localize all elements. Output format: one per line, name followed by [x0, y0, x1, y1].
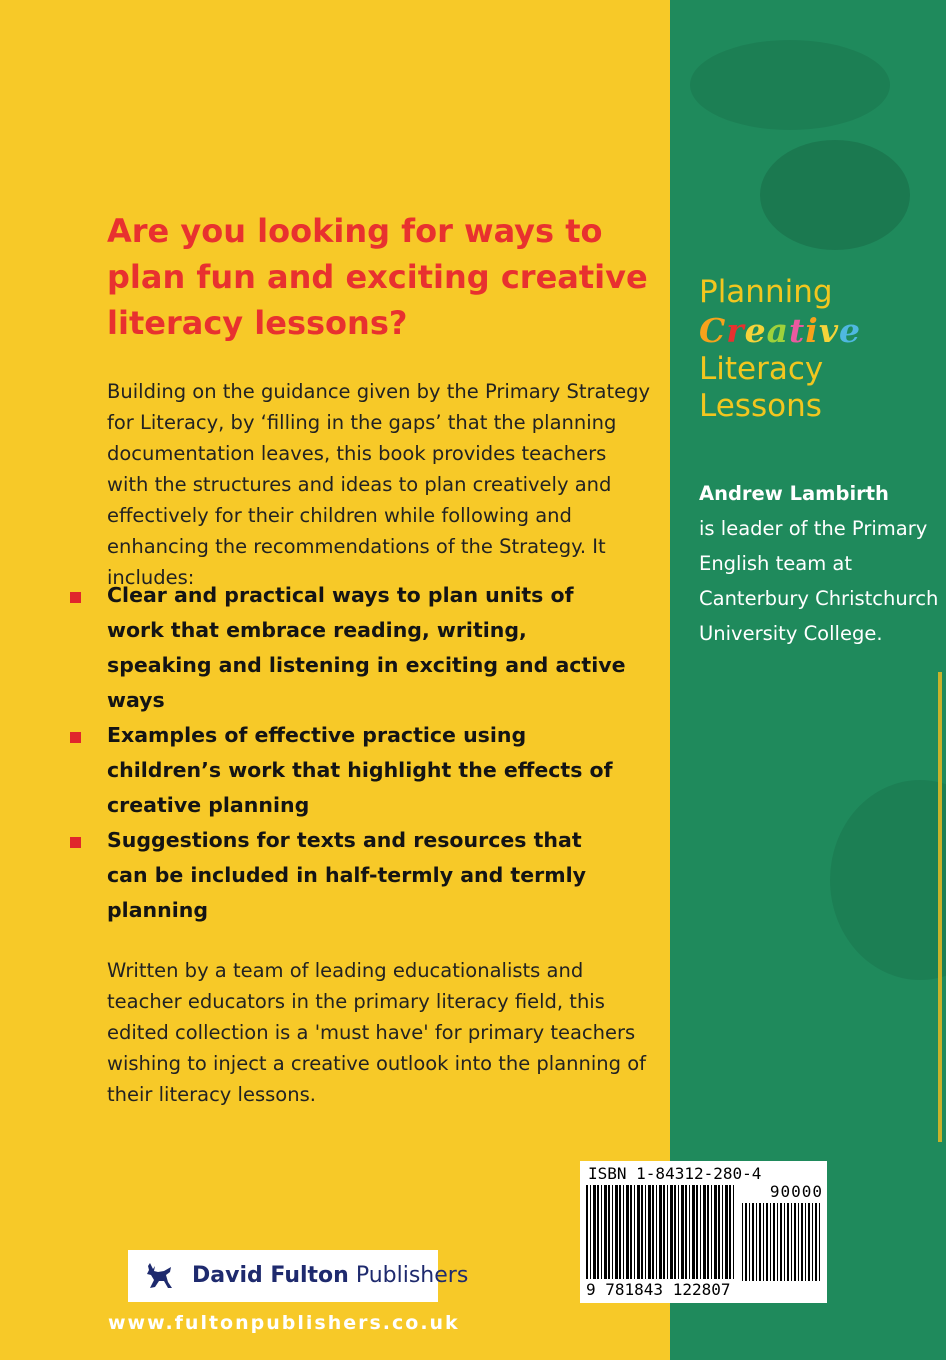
series-title [699, 274, 939, 425]
series-title-line: Planning [699, 274, 833, 310]
creative-letter: i [805, 311, 819, 350]
creative-letter: t [789, 311, 806, 350]
leaping-deer-icon [144, 1260, 176, 1292]
list-item [68, 823, 628, 928]
publisher-logo [128, 1250, 469, 1302]
bullet-square-icon [70, 732, 81, 743]
headline: Are you looking for ways to plan fun and exciting creative literacy lessons? [107, 212, 648, 342]
bullet-square-icon [70, 592, 81, 603]
author-name: Andrew Lambirth [699, 482, 889, 505]
outro-paragraph: Written by a team of leading educationalists and teacher educators in the primary literacy field, this edited collection is a 'must have' for primary teachers wishing to inject a creative outlook into the planning of their literacy lessons. [107, 959, 647, 1106]
list-item [68, 718, 628, 823]
list-item-text: Suggestions for texts and resources that can be included in half-termly and termly planning [107, 828, 586, 922]
creative-letter: e [744, 311, 767, 350]
publisher-name [192, 1262, 468, 1290]
list-item [68, 578, 628, 718]
creative-letter: e [839, 311, 862, 350]
background-shade [690, 40, 890, 130]
green-panel [670, 0, 946, 1360]
price-code: 90000 [769, 1182, 823, 1201]
creative-letter: C [699, 311, 727, 350]
creative-letter: a [766, 311, 790, 350]
list-item-text: Examples of effective practice using children’s work that highlight the effects of creative planning [107, 723, 613, 817]
creative-word [699, 311, 939, 351]
series-title-line: Lessons [699, 388, 822, 424]
list-item-text: Clear and practical ways to plan units of work that embrace reading, writing, speaking and listening in exciting and active ways [107, 583, 626, 712]
barcode-addon-bars [742, 1203, 820, 1281]
background-shade [830, 780, 946, 980]
creative-letter: v [818, 311, 840, 350]
feature-list [68, 578, 628, 928]
series-title-line: Literacy [699, 351, 824, 387]
background-shade [760, 140, 910, 250]
publisher-name-rest: Publishers [355, 1263, 469, 1288]
isbn-text: ISBN 1-84312-280-4 [588, 1164, 762, 1183]
author-bio [699, 476, 939, 651]
author-description: is leader of the Primary English team at Canterbury Christchurch University College. [699, 517, 939, 645]
creative-letter: r [726, 311, 745, 350]
edge-line [938, 672, 942, 1142]
publisher-name-bold: David Fulton [192, 1263, 349, 1288]
publisher-website[interactable]: www.fultonpublishers.co.uk [108, 1312, 460, 1334]
ean-digits: 9 781843 122807 [586, 1279, 735, 1301]
intro-paragraph: Building on the guidance given by the Primary Strategy for Literacy, by ‘filling in the gaps’ that the planning documentation leaves, this book provides teachers with the structures and ideas to plan creatively and effectively for their children while following and enhancing the recommendations of the Strategy. It includes: [107, 380, 651, 589]
bullet-square-icon [70, 837, 81, 848]
barcode-bars [586, 1185, 736, 1281]
barcode [580, 1161, 827, 1303]
